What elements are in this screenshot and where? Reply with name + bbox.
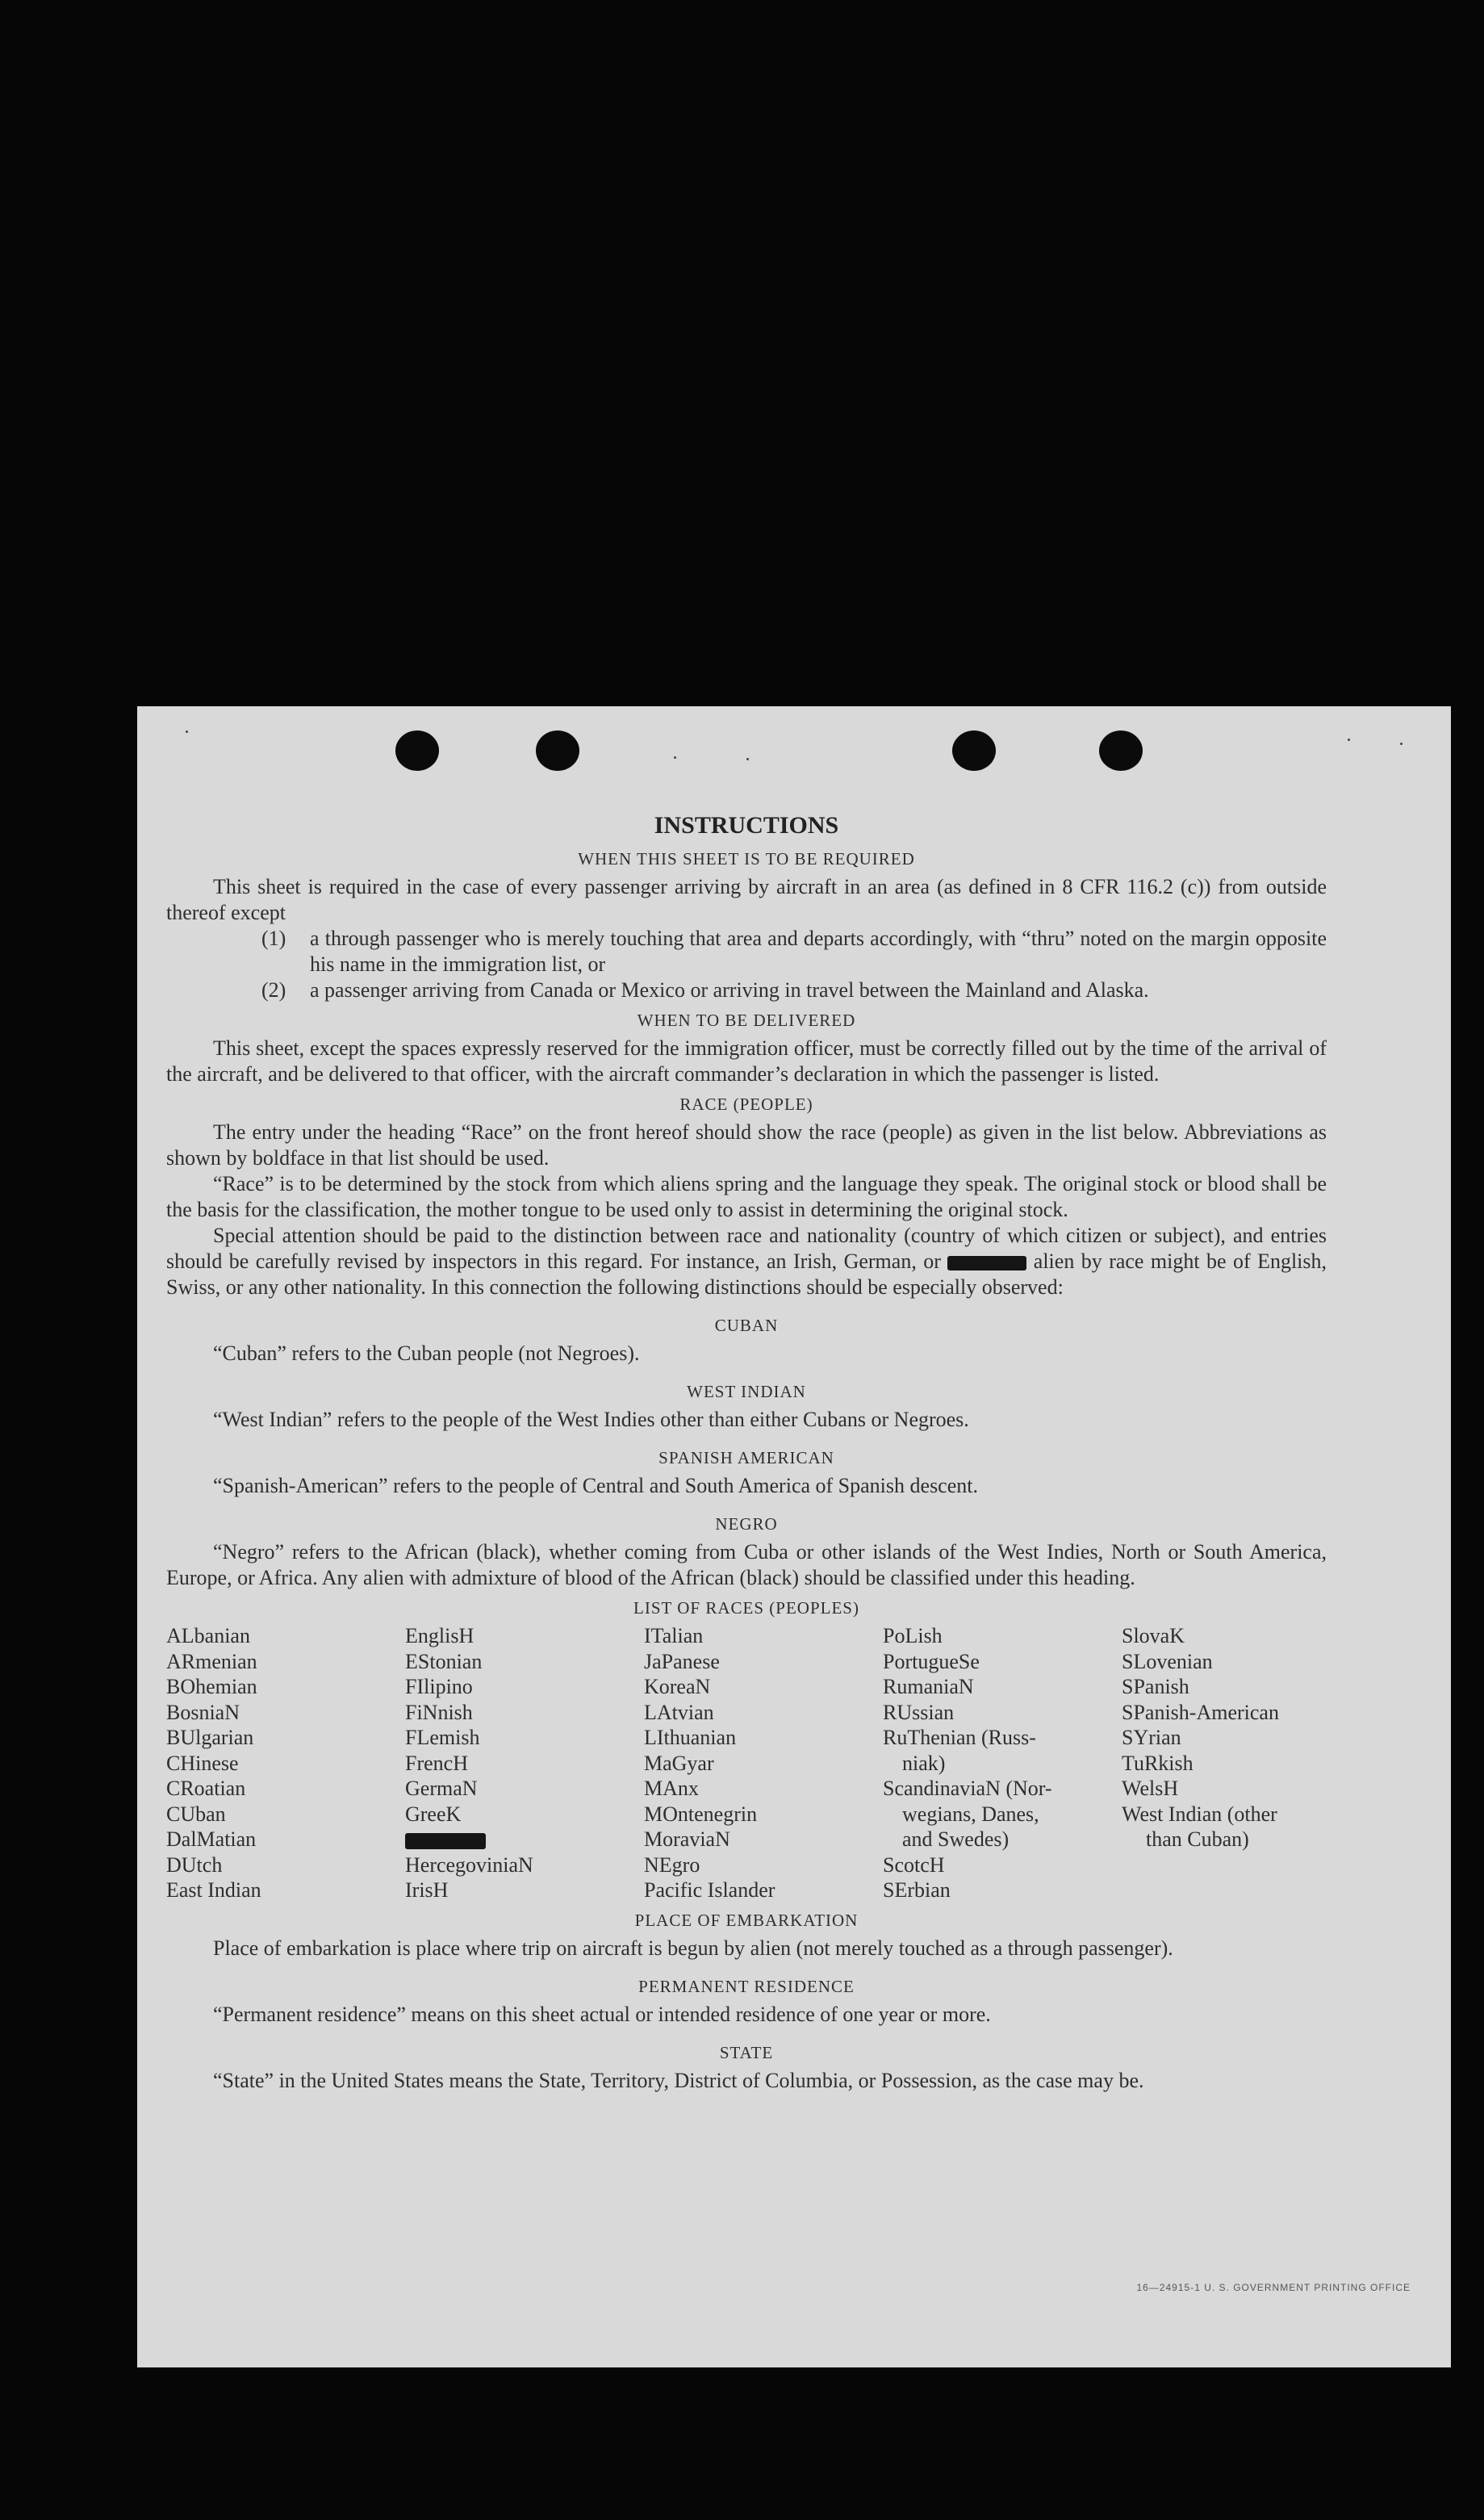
race-column — [644, 1623, 883, 1903]
race-column — [405, 1623, 644, 1903]
instructions-content — [166, 811, 1327, 2094]
section-heading-residence: PERMANENT RESIDENCE — [638, 1976, 855, 1996]
race-item: MaGyar — [644, 1751, 714, 1775]
speck — [746, 758, 749, 760]
race-item: GermaN — [405, 1777, 478, 1800]
race-item: West Indian (other — [1122, 1802, 1277, 1826]
race-item: PortugueSe — [883, 1649, 980, 1673]
race-item: EStonian — [405, 1649, 483, 1673]
race-item: EnglisH — [405, 1624, 474, 1647]
redaction-mark — [405, 1833, 486, 1849]
race-item: NEgro — [644, 1852, 700, 1877]
race-item: FLemish — [405, 1726, 480, 1749]
race-column — [1122, 1623, 1327, 1903]
item-text: a through passenger who is merely touching that area and departs accordingly, with “thru” noted on the margin opposite his name in the immigration list, or — [310, 927, 1327, 976]
race-item: SLovenian — [1122, 1649, 1213, 1673]
section-heading-cuban: CUBAN — [714, 1316, 779, 1335]
speck — [186, 730, 188, 733]
race-item: LAtvian — [644, 1700, 714, 1724]
race-item: ALbanian — [166, 1624, 250, 1647]
section-heading-when-delivered: WHEN TO BE DELIVERED — [637, 1011, 856, 1030]
race-item: KoreaN — [644, 1675, 711, 1698]
race-item: and Swedes) — [902, 1827, 1010, 1851]
redaction-mark — [947, 1256, 1026, 1270]
document-sheet — [137, 706, 1451, 2367]
race-item: RuThenian (Russ- — [883, 1726, 1036, 1749]
race-item: ARmenian — [166, 1649, 257, 1673]
residence-text: “Permanent residence” means on this sheet actual or intended residence of one year or more. — [213, 2002, 991, 2026]
race-list — [166, 1623, 1327, 1903]
printing-office-footer: 16—24915-1 U. S. GOVERNMENT PRINTING OFFICE — [1136, 2282, 1411, 2293]
section-heading-race: RACE (PEOPLE) — [679, 1095, 813, 1114]
race-item: East Indian — [166, 1878, 261, 1902]
spanish-american-text: “Spanish-American” refers to the people of Central and South America of Spanish descent. — [213, 1474, 978, 1497]
race-item-redacted — [405, 1827, 644, 1852]
race-paragraph-3: Special attention should be paid to the distinction between race and nationality (country of which citizen or subject), and entries should be carefully revised by inspectors in this regard. For instance, an Irish, German, or alien by race might be of English, Swiss, or any other nationality. In this connection the following distinctions should be especially observed: — [166, 1224, 1327, 1299]
race-item: RumaniaN — [883, 1675, 974, 1698]
race-item: SlovaK — [1122, 1624, 1185, 1647]
race-item: than Cuban) — [1146, 1827, 1249, 1851]
race-item: BOhemian — [166, 1675, 257, 1698]
race-item: SYrian — [1122, 1726, 1181, 1749]
race-item: GreeK — [405, 1802, 462, 1826]
negro-text: “Negro” refers to the African (black), whether coming from Cuba or other islands of the West Indies, North or South America, Europe, or Africa. Any alien with admixture of blood of the African (black) should be classified under this heading. — [166, 1540, 1327, 1589]
race-item: wegians, Danes, — [902, 1802, 1039, 1826]
section-heading-when-required: WHEN THIS SHEET IS TO BE REQUIRED — [578, 849, 915, 869]
punch-hole — [536, 730, 579, 771]
section-heading-state: STATE — [719, 2042, 774, 2062]
race-item: DUtch — [166, 1852, 223, 1877]
race-item: LIthuanian — [644, 1726, 737, 1749]
west-indian-text: “West Indian” refers to the people of the West Indies other than either Cubans or Negroes. — [213, 1408, 969, 1431]
race-item: JaPanese — [644, 1649, 720, 1673]
race-item: FiNnish — [405, 1700, 473, 1724]
race-paragraph-1: The entry under the heading “Race” on the front hereof should show the race (people) as given in the list below. Abbreviations as shown by boldface in that list should be used. — [166, 1120, 1327, 1170]
speck — [1348, 739, 1350, 741]
race-item: TuRkish — [1122, 1751, 1193, 1775]
race-item: PoLish — [883, 1624, 943, 1647]
race-item: WelsH — [1122, 1777, 1179, 1800]
speck — [674, 756, 676, 759]
race-item: RUssian — [883, 1700, 955, 1724]
race-item: MoraviaN — [644, 1827, 730, 1851]
race-item: SPanish-American — [1122, 1700, 1279, 1724]
race-item: SErbian — [883, 1878, 951, 1902]
race-column — [166, 1623, 405, 1903]
race-item: SPanish — [1122, 1675, 1189, 1698]
when-delivered-text: This sheet, except the spaces expressly reserved for the immigration officer, must be correctly filled out by the time of the arrival of the aircraft, and be delivered to that officer, with the aircraft commander’s declaration in which the passenger is listed. — [166, 1036, 1327, 1086]
item-number: (1) — [261, 927, 286, 950]
when-required-text: This sheet is required in the case of every passenger arriving by aircraft in an area (as defined in 8 CFR 116.2 (c)) from outside thereof except — [166, 875, 1327, 924]
race-item: CHinese — [166, 1751, 239, 1775]
race-item: HercegoviniaN — [405, 1852, 533, 1877]
page-title: INSTRUCTIONS — [654, 812, 839, 839]
race-item: IrisH — [405, 1878, 449, 1902]
race-item: MOntenegrin — [644, 1802, 758, 1826]
race-item: DalMatian — [166, 1827, 257, 1851]
section-heading-negro: NEGRO — [715, 1514, 778, 1534]
race-item: BUlgarian — [166, 1726, 254, 1749]
race-item: ScandinaviaN (Nor- — [883, 1777, 1052, 1800]
race-item: CUban — [166, 1802, 226, 1826]
race-item: FrencH — [405, 1751, 468, 1775]
race-item: BosniaN — [166, 1700, 240, 1724]
item-number: (2) — [261, 978, 286, 1002]
punch-hole — [395, 730, 439, 771]
punch-hole — [952, 730, 996, 771]
race-item: Pacific Islander — [644, 1878, 775, 1902]
race-item: CRoatian — [166, 1777, 246, 1800]
race-item: ITalian — [644, 1624, 704, 1647]
embarkation-text: Place of embarkation is place where trip on aircraft is begun by alien (not merely touched as a through passenger). — [213, 1936, 1173, 1960]
cuban-text: “Cuban” refers to the Cuban people (not Negroes). — [213, 1342, 640, 1365]
race-column — [883, 1623, 1122, 1903]
item-text: a passenger arriving from Canada or Mexico or arriving in travel between the Mainland and Alaska. — [310, 978, 1149, 1002]
section-heading-embarkation: PLACE OF EMBARKATION — [634, 1910, 859, 1930]
race-item: FIlipino — [405, 1675, 473, 1698]
race-paragraph-2: “Race” is to be determined by the stock from which aliens spring and the language they speak. The original stock or blood shall be the basis for the classification, the mother tongue to be used only to assist in determining the original stock. — [166, 1172, 1327, 1221]
state-text: “State” in the United States means the State, Territory, District of Columbia, or Possession, as the case may be. — [213, 2068, 1144, 2092]
speck — [1400, 743, 1402, 745]
section-heading-list-of-races: LIST OF RACES (PEOPLES) — [633, 1598, 859, 1618]
section-heading-spanish-american: SPANISH AMERICAN — [658, 1448, 834, 1467]
race-item: ScotcH — [883, 1852, 945, 1877]
race-item: niak) — [902, 1751, 946, 1775]
list-item-2 — [166, 977, 1327, 1003]
race-item: MAnx — [644, 1777, 699, 1800]
punch-hole — [1099, 730, 1143, 771]
list-item-1 — [166, 926, 1327, 977]
section-heading-west-indian: WEST INDIAN — [687, 1382, 806, 1401]
